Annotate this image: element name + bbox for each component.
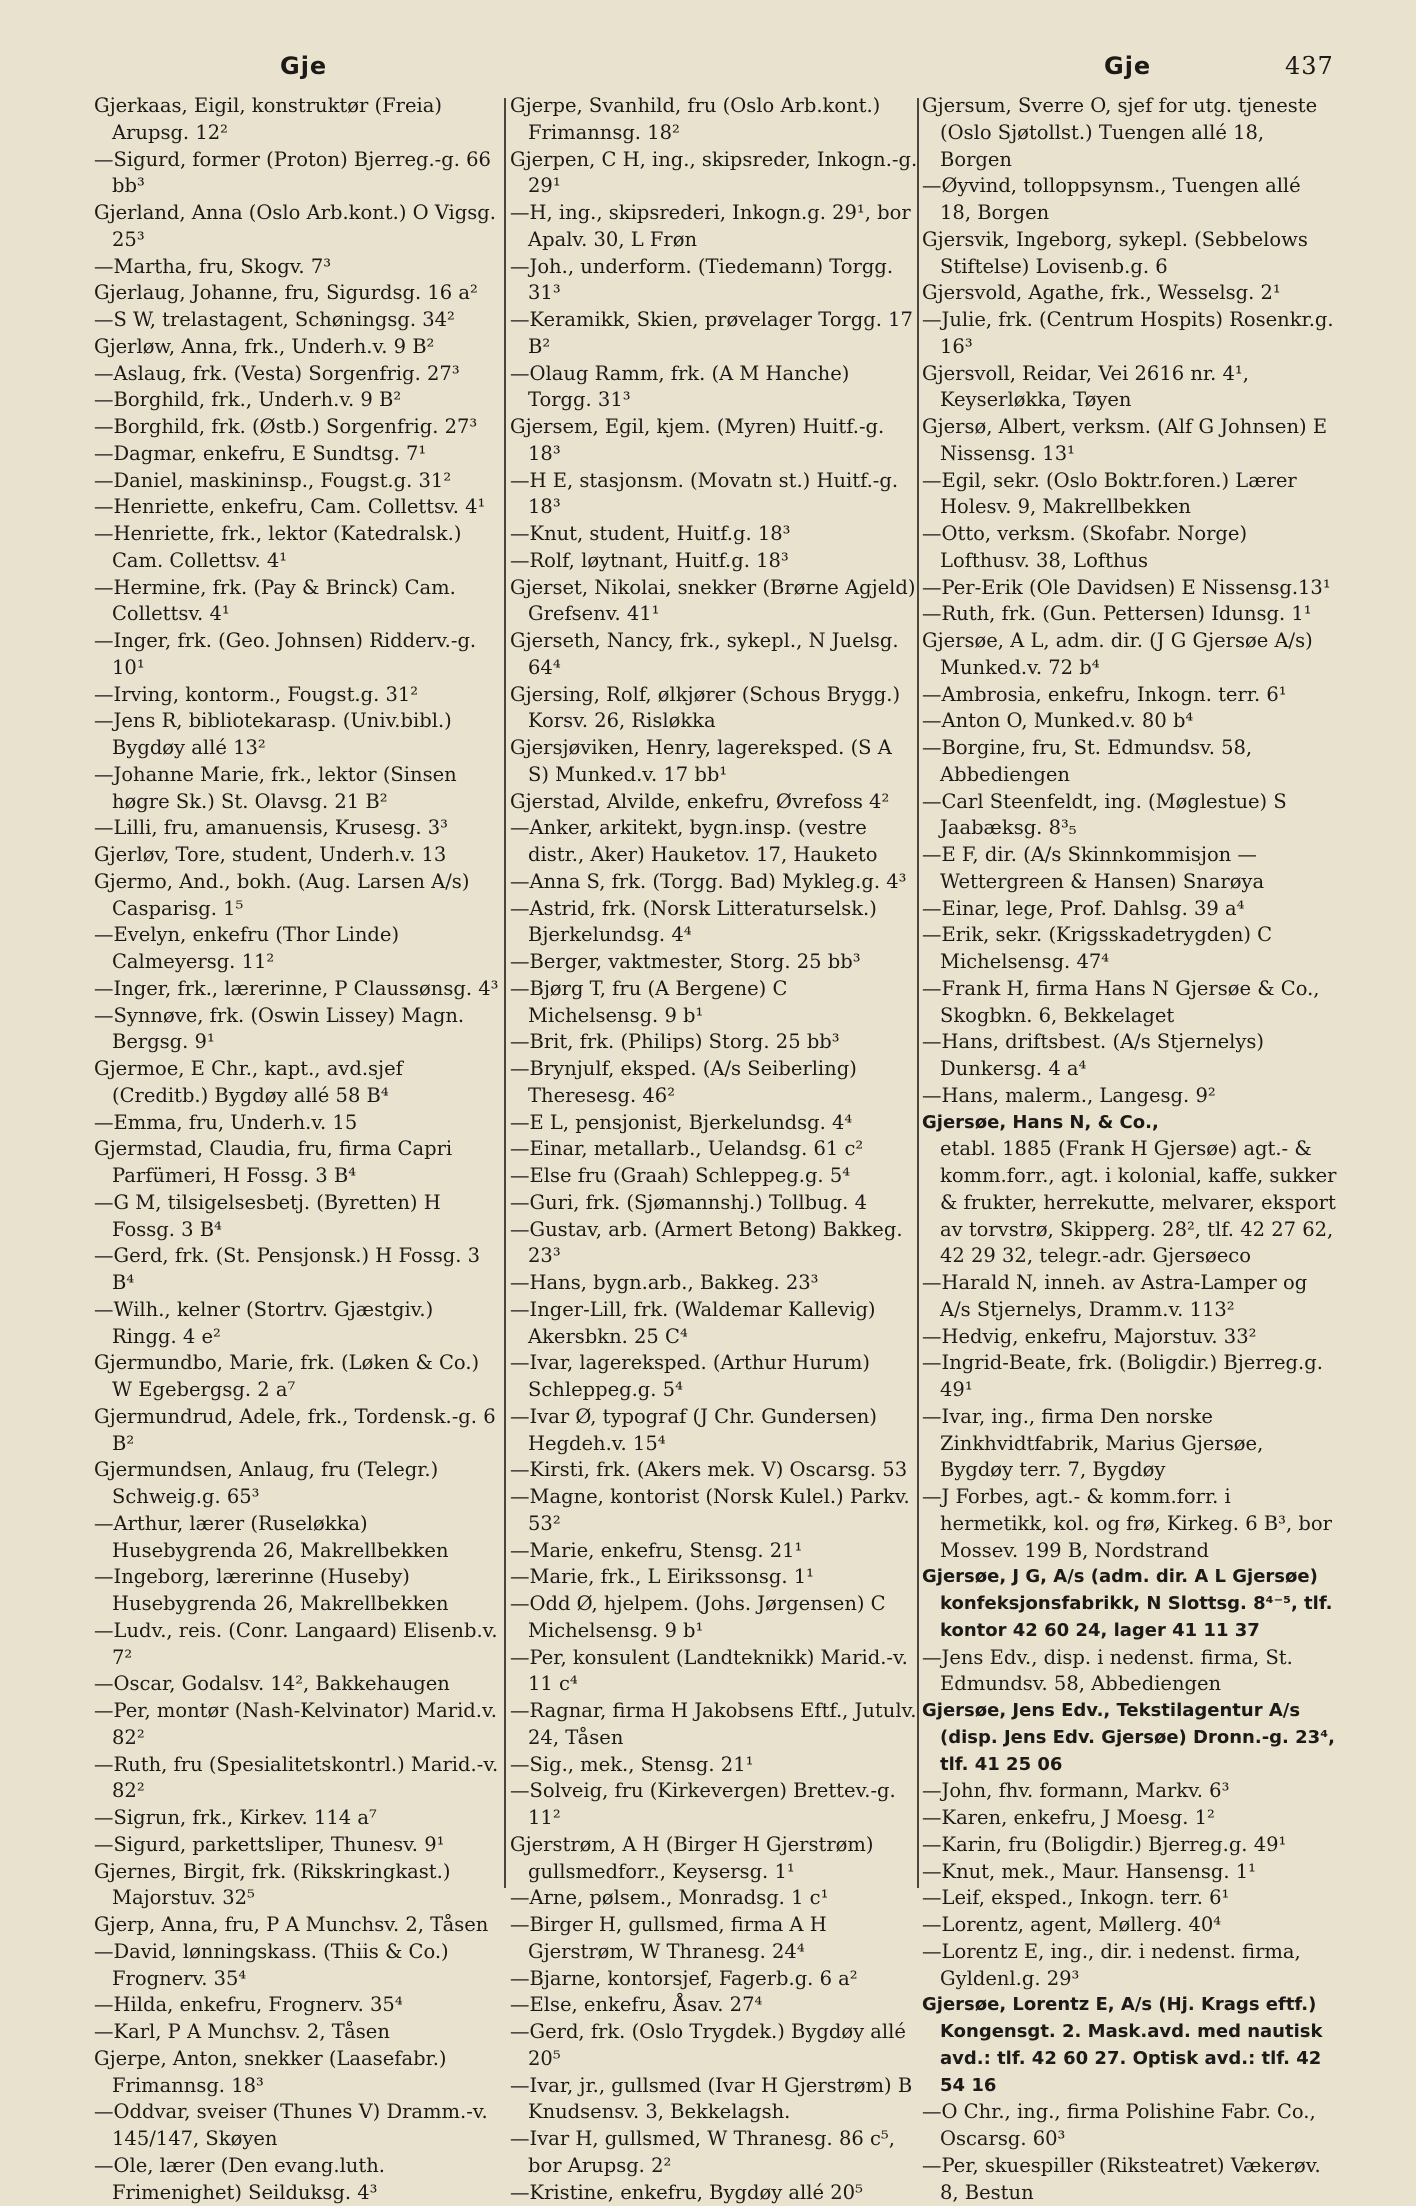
directory-entry: —Anker, arkitekt, bygn.insp. (vestre distr., Aker) Hauketov. 17, Hauketo [510, 815, 918, 869]
page-number: 437 [1285, 52, 1334, 80]
directory-entry: —Oscar, Godalsv. 14², Bakkehaugen [94, 1671, 504, 1698]
directory-entry: Gjerpe, Svanhild, fru (Oslo Arb.kont.) Frimannsg. 18² [510, 93, 918, 147]
directory-entry: —Frank H, firma Hans N Gjersøe & Co., Skogbkn. 6, Bekkelaget [922, 976, 1337, 1030]
directory-entry: —Harald N, inneh. av Astra-Lamper og A/s Stjernelys, Dramm.v. 113² [922, 1270, 1337, 1324]
directory-entry: —Ivar, ing., firma Den norske Zinkhvidtfabrik, Marius Gjersøe, Bygdøy terr. 7, Bygdøy [922, 1404, 1337, 1484]
directory-entry: —Lorentz, agent, Møllerg. 40⁴ [922, 1912, 1337, 1939]
directory-entry: —Gustav, arb. (Armert Betong) Bakkeg. 23³ [510, 1217, 918, 1271]
directory-entry: —Henriette, frk., lektor (Katedralsk.) Cam. Collettsv. 4¹ [94, 521, 504, 575]
directory-entry: Gjersø, Albert, verksm. (Alf G Johnsen) E Nissensg. 13¹ [922, 414, 1337, 468]
directory-entry: —H, ing., skipsrederi, Inkogn.g. 29¹, bor Apalv. 30, L Frøn [510, 200, 918, 254]
directory-entry: —Øyvind, tolloppsynsm., Tuengen allé 18, Borgen [922, 173, 1337, 227]
directory-entry: Gjermundrud, Adele, frk., Tordensk.-g. 6 B² [94, 1404, 504, 1458]
directory-entry: —Astrid, frk. (Norsk Litteraturselsk.) Bjerkelundsg. 4⁴ [510, 896, 918, 950]
directory-entry: —Carl Steenfeldt, ing. (Møglestue) S Jaabæksg. 8³₅ [922, 789, 1337, 843]
directory-entry: —Anton O, Munked.v. 80 b⁴ [922, 708, 1337, 735]
directory-entry: —Per, montør (Nash-Kelvinator) Marid.v. 82² [94, 1698, 504, 1752]
directory-entry: —Sigurd, parkettsliper, Thunesv. 9¹ [94, 1832, 504, 1859]
directory-entry: —J Forbes, agt.- & komm.forr. i hermetikk, kol. og frø, Kirkeg. 6 B³, bor Mossev. 199 B, Nordstrand [922, 1484, 1337, 1564]
directory-entry: —Dagmar, enkefru, E Sundtsg. 7¹ [94, 441, 504, 468]
directory-entry: Gjerstrøm, A H (Birger H Gjerstrøm) gullsmedforr., Keysersg. 1¹ [510, 1832, 918, 1886]
directory-entry: —H E, stasjonsm. (Movatn st.) Huitf.-g. 18³ [510, 468, 918, 522]
directory-entry: —Kirsti, frk. (Akers mek. V) Oscarsg. 53 [510, 1457, 918, 1484]
directory-entry: —Evelyn, enkefru (Thor Linde) Calmeyersg. 11² [94, 922, 504, 976]
directory-entry: —Hermine, frk. (Pay & Brinck) Cam. Collettsv. 4¹ [94, 575, 504, 629]
directory-entry: Gjermo, And., bokh. (Aug. Larsen A/s) Casparisg. 1⁵ [94, 869, 504, 923]
directory-entry: —Karin, fru (Boligdir.) Bjerreg.g. 49¹ [922, 1832, 1337, 1859]
column-divider [504, 98, 506, 1888]
directory-entry: —John, fhv. formann, Markv. 6³ [922, 1778, 1337, 1805]
directory-entry: —Einar, lege, Prof. Dahlsg. 39 a⁴ [922, 896, 1337, 923]
directory-entry: —Lilli, fru, amanuensis, Krusesg. 3³ [94, 815, 504, 842]
directory-entry: Gjerp, Anna, fru, P A Munchsv. 2, Tåsen [94, 1912, 504, 1939]
directory-entry: —Gerd, frk. (Oslo Trygdek.) Bygdøy allé 20⁵ [510, 2019, 918, 2073]
directory-entry: —Hedvig, enkefru, Majorstuv. 33² [922, 1324, 1337, 1351]
column-1 [94, 93, 504, 2206]
directory-entry: —Ole, lærer (Den evang.luth. Frimenighet) Seilduksg. 4³ [94, 2153, 504, 2206]
directory-entry: —Odd Ø, hjelpem. (Johs. Jørgensen) C Michelsensg. 9 b¹ [510, 1591, 918, 1645]
directory-entry: —Ivar Ø, typograf (J Chr. Gundersen) Hegdeh.v. 15⁴ [510, 1404, 918, 1458]
directory-entry: —Marie, enkefru, Stensg. 21¹ [510, 1538, 918, 1565]
directory-entry: —Else, enkefru, Åsav. 27⁴ [510, 1992, 918, 2019]
directory-entry: Gjerstad, Alvilde, enkefru, Øvrefoss 4² [510, 789, 918, 816]
directory-entry: Gjersvold, Agathe, frk., Wesselsg. 2¹ [922, 280, 1337, 307]
directory-entry: Gjerpen, C H, ing., skipsreder, Inkogn.-g. 29¹ [510, 147, 918, 201]
directory-entry: —Ingrid-Beate, frk. (Boligdir.) Bjerreg.g. 49¹ [922, 1350, 1337, 1404]
directory-entry: Gjersjøviken, Henry, lagereksped. (S A S) Munked.v. 17 bb¹ [510, 735, 918, 789]
directory-entry: —Per, skuespiller (Riksteatret) Vækerøv. 8, Bestun [922, 2153, 1337, 2206]
directory-entry: —Borghild, frk. (Østb.) Sorgenfrig. 27³ [94, 414, 504, 441]
directory-entry: —Arne, pølsem., Monradsg. 1 c¹ [510, 1885, 918, 1912]
directory-entry: —Keramikk, Skien, prøvelager Torgg. 17 B² [510, 307, 918, 361]
directory-entry: —Kristine, enkefru, Bygdøy allé 20⁵ [510, 2180, 918, 2206]
directory-entry: —David, lønningskass. (Thiis & Co.) Frognerv. 35⁴ [94, 1939, 504, 1993]
directory-entry: —Jens R, bibliotekarasp. (Univ.bibl.) Bygdøy allé 13² [94, 708, 504, 762]
directory-entry: —Bjarne, kontorsjef, Fagerb.g. 6 a² [510, 1966, 918, 1993]
directory-entry: —Martha, fru, Skogv. 7³ [94, 254, 504, 281]
directory-entry: —Daniel, maskininsp., Fougst.g. 31² [94, 468, 504, 495]
directory-entry: Gjermoe, E Chr., kapt., avd.sjef (Creditb.) Bygdøy allé 58 B⁴ [94, 1056, 504, 1110]
directory-entry: —Sigurd, former (Proton) Bjerreg.-g. 66 bb³ [94, 147, 504, 201]
directory-entry: Gjerseth, Nancy, frk., sykepl., N Juelsg. 64⁴ [510, 628, 918, 682]
directory-entry: —Irving, kontorm., Fougst.g. 31² [94, 682, 504, 709]
directory-entry: —Brit, frk. (Philips) Storg. 25 bb³ [510, 1029, 918, 1056]
directory-entry: —Per-Erik (Ole Davidsen) E Nissensg.13¹ [922, 575, 1337, 602]
directory-entry: —Emma, fru, Underh.v. 15 [94, 1110, 504, 1137]
directory-entry: —Borghild, frk., Underh.v. 9 B² [94, 387, 504, 414]
directory-entry: Gjerkaas, Eigil, konstruktør (Freia) Arupsg. 12² [94, 93, 504, 147]
directory-entry: —Ambrosia, enkefru, Inkogn. terr. 6¹ [922, 682, 1337, 709]
directory-entry: —Bjørg T, fru (A Bergene) C Michelsensg. 9 b¹ [510, 976, 918, 1030]
directory-entry: Gjersum, Sverre O, sjef for utg. tjeneste (Oslo Sjøtollst.) Tuengen allé 18, Borgen [922, 93, 1337, 173]
directory-entry: —Gerd, frk. (St. Pensjonsk.) H Fossg. 3 B⁴ [94, 1243, 504, 1297]
running-header-left: Gje [280, 52, 327, 80]
directory-entry: —Hans, driftsbest. (A/s Stjernelys) Dunkersg. 4 a⁴ [922, 1029, 1337, 1083]
directory-entry: —Julie, frk. (Centrum Hospits) Rosenkr.g. 16³ [922, 307, 1337, 361]
directory-entry: —Henriette, enkefru, Cam. Collettsv. 4¹ [94, 494, 504, 521]
directory-entry: —O Chr., ing., firma Polishine Fabr. Co., Oscarsg. 60³ [922, 2099, 1337, 2153]
directory-entry: —Ruth, fru (Spesialitetskontrl.) Marid.-v. 82² [94, 1752, 504, 1806]
directory-entry: —Inger, frk., lærerinne, P Claussønsg. 4³ [94, 976, 504, 1003]
directory-entry: Gjersøe, Lorentz E, A/s (Hj. Krags eftf.) Kongensgt. 2. Mask.avd. med nautisk avd.: tlf. 42 60 27. Optisk avd.: tlf. 42 54 16 [922, 1992, 1337, 2099]
directory-entry: —Magne, kontorist (Norsk Kulel.) Parkv. 53² [510, 1484, 918, 1538]
directory-entry: —Sig., mek., Stensg. 21¹ [510, 1752, 918, 1779]
directory-entry: —Inger-Lill, frk. (Waldemar Kallevig) Akersbkn. 25 C⁴ [510, 1297, 918, 1351]
directory-entry: Gjerset, Nikolai, snekker (Brørne Agjeld) Grefsenv. 41¹ [510, 575, 918, 629]
directory-entry: Gjersvik, Ingeborg, sykepl. (Sebbelows Stiftelse) Lovisenb.g. 6 [922, 227, 1337, 281]
directory-entry: —Else fru (Graah) Schleppeg.g. 5⁴ [510, 1163, 918, 1190]
directory-entry: —Joh., underform. (Tiedemann) Torgg. 31³ [510, 254, 918, 308]
column-2 [510, 93, 918, 2206]
directory-entry: —Otto, verksm. (Skofabr. Norge) Lofthusv. 38, Lofthus [922, 521, 1337, 575]
directory-entry: Gjerpe, Anton, snekker (Laasefabr.) Frimannsg. 18³ [94, 2046, 504, 2100]
directory-entry: —S W, trelastagent, Schøningsg. 34² [94, 307, 504, 334]
directory-entry: —Anna S, frk. (Torgg. Bad) Mykleg.g. 4³ [510, 869, 918, 896]
directory-entry: —Arthur, lærer (Ruseløkka) Husebygrenda 26, Makrellbekken [94, 1511, 504, 1565]
directory-entry: —Marie, frk., L Eirikssonsg. 1¹ [510, 1564, 918, 1591]
directory-entry: —Synnøve, frk. (Oswin Lissey) Magn. Bergsg. 9¹ [94, 1003, 504, 1057]
directory-entry: —Jens Edv., disp. i nedenst. firma, St. Edmundsv. 58, Abbediengen [922, 1645, 1337, 1699]
directory-entry: Gjersem, Egil, kjem. (Myren) Huitf.-g. 18³ [510, 414, 918, 468]
directory-entry: —Ingeborg, lærerinne (Huseby) Husebygrenda 26, Makrellbekken [94, 1564, 504, 1618]
directory-entry: —Lorentz E, ing., dir. i nedenst. firma, Gyldenl.g. 29³ [922, 1939, 1337, 1993]
directory-entry: —Hans, bygn.arb., Bakkeg. 23³ [510, 1270, 918, 1297]
running-header-center: Gje [1104, 52, 1151, 80]
directory-entry: —Oddvar, sveiser (Thunes V) Dramm.-v. 145/147, Skøyen [94, 2099, 504, 2153]
directory-entry: —Egil, sekr. (Oslo Boktr.foren.) Lærer Holesv. 9, Makrellbekken [922, 468, 1337, 522]
directory-entry: —Berger, vaktmester, Storg. 25 bb³ [510, 949, 918, 976]
directory-entry: —Hilda, enkefru, Frognerv. 35⁴ [94, 1992, 504, 2019]
directory-entry: —Wilh., kelner (Stortrv. Gjæstgiv.) Ringg. 4 e² [94, 1297, 504, 1351]
directory-entry: Gjersøe, J G, A/s (adm. dir. A L Gjersøe) konfeksjonsfabrikk, N Slottsg. 8⁴⁻⁵, tlf. kontor 42 60 24, lager 41 11 37 [922, 1564, 1337, 1644]
directory-entry: —Johanne Marie, frk., lektor (Sinsen høgre Sk.) St. Olavsg. 21 B² [94, 762, 504, 816]
directory-entry: —Karen, enkefru, J Moesg. 1² [922, 1805, 1337, 1832]
directory-entry: Gjersvoll, Reidar, Vei 2616 nr. 4¹, Keyserløkka, Tøyen [922, 361, 1337, 415]
directory-entry: —Karl, P A Munchsv. 2, Tåsen [94, 2019, 504, 2046]
directory-entry: Gjermundbo, Marie, frk. (Løken & Co.) W Egebergsg. 2 a⁷ [94, 1350, 504, 1404]
column-3 [922, 93, 1337, 2206]
directory-entry: —Guri, frk. (Sjømannshj.) Tollbug. 4 [510, 1190, 918, 1217]
directory-entry: —G M, tilsigelsesbetj. (Byretten) H Fossg. 3 B⁴ [94, 1190, 504, 1244]
directory-entry: —Ivar, jr., gullsmed (Ivar H Gjerstrøm) B Knudsensv. 3, Bekkelagsh. [510, 2073, 918, 2127]
directory-entry: —Per, konsulent (Landteknikk) Marid.-v. 11 c⁴ [510, 1645, 918, 1699]
directory-entry: —Ludv., reis. (Conr. Langaard) Elisenb.v. 7² [94, 1618, 504, 1672]
directory-entry: Gjersøe, Hans N, & Co., [922, 1110, 1337, 1137]
directory-entry: Gjerløw, Anna, frk., Underh.v. 9 B² [94, 334, 504, 361]
directory-entry: —Ruth, frk. (Gun. Pettersen) Idunsg. 1¹ [922, 601, 1337, 628]
directory-entry: —Olaug Ramm, frk. (A M Hanche) Torgg. 31³ [510, 361, 918, 415]
directory-entry: Gjerlaug, Johanne, fru, Sigurdsg. 16 a² [94, 280, 504, 307]
directory-entry: —Borgine, fru, St. Edmundsv. 58, Abbediengen [922, 735, 1337, 789]
directory-entry: —Solveig, fru (Kirkevergen) Brettev.-g. 11² [510, 1778, 918, 1832]
directory-entry: Gjerland, Anna (Oslo Arb.kont.) O Vigsg. 25³ [94, 200, 504, 254]
directory-entry: —Einar, metallarb., Uelandsg. 61 c² [510, 1136, 918, 1163]
directory-entry: —Sigrun, frk., Kirkev. 114 a⁷ [94, 1805, 504, 1832]
directory-entry: —Leif, eksped., Inkogn. terr. 6¹ [922, 1885, 1337, 1912]
directory-entry: —E L, pensjonist, Bjerkelundsg. 4⁴ [510, 1110, 918, 1137]
directory-entry: —Rolf, løytnant, Huitf.g. 18³ [510, 548, 918, 575]
directory-entry: —Inger, frk. (Geo. Johnsen) Ridderv.-g. 10¹ [94, 628, 504, 682]
directory-entry: Gjersing, Rolf, ølkjører (Schous Brygg.) Korsv. 26, Risløkka [510, 682, 918, 736]
directory-entry: —Erik, sekr. (Krigsskadetrygden) C Michelsensg. 47⁴ [922, 922, 1337, 976]
directory-entry: —Brynjulf, eksped. (A/s Seiberling) Theresesg. 46² [510, 1056, 918, 1110]
directory-entry: —Hans, malerm., Langesg. 9² [922, 1083, 1337, 1110]
directory-entry: Gjerløv, Tore, student, Underh.v. 13 [94, 842, 504, 869]
directory-entry: —Aslaug, frk. (Vesta) Sorgenfrig. 27³ [94, 361, 504, 388]
directory-entry: etabl. 1885 (Frank H Gjersøe) agt.- & komm.forr., agt. i kolonial, kaffe, sukker & frukter, herrekutte, melvarer, eksport av torvstrø, Skipperg. 28², tlf. 42 27 62, 42 29 32, telegr.-adr. Gjersøeco [922, 1136, 1337, 1270]
directory-entry: —Knut, mek., Maur. Hansensg. 1¹ [922, 1859, 1337, 1886]
directory-entry: —Birger H, gullsmed, firma A H Gjerstrøm, W Thranesg. 24⁴ [510, 1912, 918, 1966]
directory-entry: Gjersøe, A L, adm. dir. (J G Gjersøe A/s) Munked.v. 72 b⁴ [922, 628, 1337, 682]
directory-entry: Gjernes, Birgit, frk. (Rikskringkast.) Majorstuv. 32⁵ [94, 1859, 504, 1913]
directory-entry: Gjermundsen, Anlaug, fru (Telegr.) Schweig.g. 65³ [94, 1457, 504, 1511]
directory-entry: —Ivar H, gullsmed, W Thranesg. 86 c⁵, bor Arupsg. 2² [510, 2126, 918, 2180]
directory-entry: —Knut, student, Huitf.g. 18³ [510, 521, 918, 548]
directory-entry: —E F, dir. (A/s Skinnkommisjon — Wettergreen & Hansen) Snarøya [922, 842, 1337, 896]
directory-entry: —Ivar, lagereksped. (Arthur Hurum) Schleppeg.g. 5⁴ [510, 1350, 918, 1404]
directory-entry: Gjersøe, Jens Edv., Tekstilagentur A/s (disp. Jens Edv. Gjersøe) Dronn.-g. 23⁴, tlf. 41 25 06 [922, 1698, 1337, 1778]
directory-entry: —Ragnar, firma H Jakobsens Eftf., Jutulv. 24, Tåsen [510, 1698, 918, 1752]
directory-entry: Gjermstad, Claudia, fru, firma Capri Parfümeri, H Fossg. 3 B⁴ [94, 1136, 504, 1190]
